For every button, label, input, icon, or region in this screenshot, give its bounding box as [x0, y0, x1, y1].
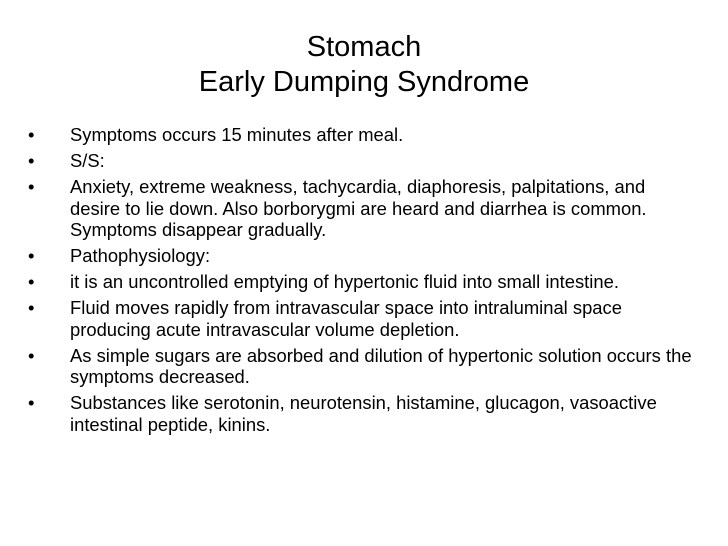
- bullet-item: [28, 150, 698, 172]
- bullet-item: [28, 297, 698, 340]
- bullet-item: [28, 271, 698, 293]
- bullet-dot-icon: •: [28, 124, 35, 145]
- bullet-text: Substances like serotonin, neurotensin, histamine, glucagon, vasoactive intestinal peptide, kinins.: [70, 392, 657, 435]
- bullet-item: [28, 345, 698, 388]
- bullet-item: [28, 392, 698, 435]
- bullet-dot-icon: •: [28, 392, 35, 413]
- bullet-dot-icon: •: [28, 297, 35, 318]
- bullet-item: [28, 124, 698, 146]
- bullet-dot-icon: •: [28, 344, 35, 366]
- bullet-text: Anxiety, extreme weakness, tachycardia, diaphoresis, palpitations, and desire to lie down. Also borborygmi are heard and diarrhea is common. Symptoms disappear gradually.: [70, 176, 647, 240]
- bullet-dot-icon: •: [28, 176, 35, 197]
- slide-title-line-1: Stomach: [306, 31, 422, 63]
- slide-title-line-2: Early Dumping Syndrome: [198, 66, 530, 98]
- bullet-text: Fluid moves rapidly from intravascular space into intraluminal space producing acute intravascular volume depletion.: [70, 297, 622, 340]
- slide-title: [0, 30, 728, 100]
- bullet-text: S/S:: [70, 150, 105, 171]
- bullet-item: [28, 245, 698, 267]
- bullet-text: Pathophysiology:: [70, 245, 211, 266]
- bullet-dot-icon: •: [28, 245, 35, 266]
- bullet-text: Symptoms occurs 15 minutes after meal.: [70, 124, 404, 145]
- bullet-text: it is an uncontrolled emptying of hypertonic fluid into small intestine.: [70, 271, 619, 292]
- bullet-text: As simple sugars are absorbed and dilution of hypertonic solution occurs the symptoms decreased.: [70, 344, 692, 387]
- bullet-dot-icon: •: [28, 271, 35, 292]
- bullet-dot-icon: •: [28, 150, 35, 171]
- bullet-item: [28, 176, 698, 241]
- bullet-list: [28, 124, 698, 440]
